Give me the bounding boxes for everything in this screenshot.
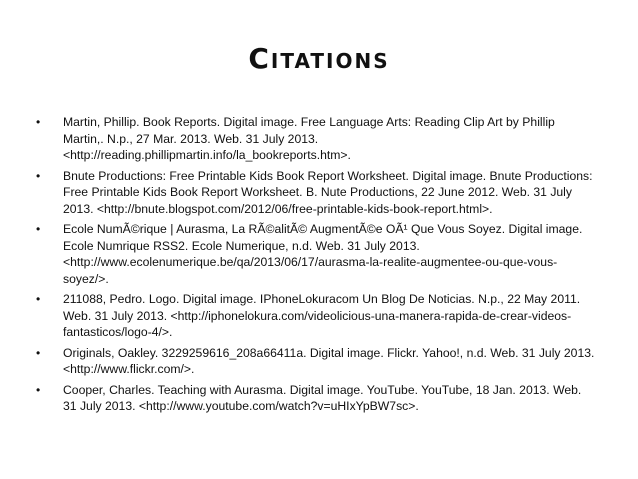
bullet-icon: • <box>36 115 41 129</box>
citation-item <box>36 345 596 378</box>
citation-item <box>36 168 596 218</box>
citation-item <box>36 221 596 287</box>
citation-item <box>36 114 596 164</box>
citation-list <box>36 114 596 419</box>
citation-text: Originals, Oakley. 3229259616_208a66411a. Digital image. Flickr. Yahoo!, n.d. Web. 31 July 2013. <http://www.flickr.com/>. <box>63 345 595 376</box>
bullet-icon: • <box>36 292 41 306</box>
citation-text: Ecole NumÃ©rique | Aurasma, La RÃ©alitÃ© AugmentÃ©e OÃ¹ Que Vous Soyez. Digital image. Ecole Numrique RSS2. Ecole Numerique, n.d. Web. 31 July 2013. <http://www.ecolenumerique.be/qa/2013/06/17/aurasma-la-realite-augmentee-ou-que-vous-soyez/>. <box>63 222 583 286</box>
bullet-icon: • <box>36 382 41 397</box>
citation-item <box>36 291 596 341</box>
bullet-icon: • <box>36 345 41 360</box>
bullet-icon: • <box>36 222 41 236</box>
citation-item <box>36 382 596 415</box>
citation-text: Cooper, Charles. Teaching with Aurasma. Digital image. YouTube. YouTube, 18 Jan. 2013. Web. 31 July 2013. <http://www.youtube.com/watch?v=uHIxYpBW7sc>. <box>63 382 582 413</box>
citation-text: Bnute Productions: Free Printable Kids Book Report Worksheet. Digital image. Bnute Productions: Free Printable Kids Book Report Worksheet. B. Nute Productions, 22 June 2012. Web. 31 July 2013. <http://bnute.blogspot.com/2012/06/free-printable-kids-book-report.html>. <box>63 168 593 216</box>
bullet-icon: • <box>36 168 41 183</box>
citation-text: 211088, Pedro. Logo. Digital image. IPhoneLokuracom Un Blog De Noticias. N.p., 22 May 2011. Web. 31 July 2013. <http://iphonelokura.com/videolicious-una-manera-rapida-de-crear-videos-fantasticos/logo-4/>. <box>63 292 581 339</box>
slide-title: Citations <box>248 42 390 75</box>
citation-text: Martin, Phillip. Book Reports. Digital image. Free Language Arts: Reading Clip Art by Phillip Martin,. N.p., 27 Mar. 2013. Web. 31 July 2013. <http://reading.phillipmartin.info/la_bookreports.htm>. <box>63 115 555 162</box>
